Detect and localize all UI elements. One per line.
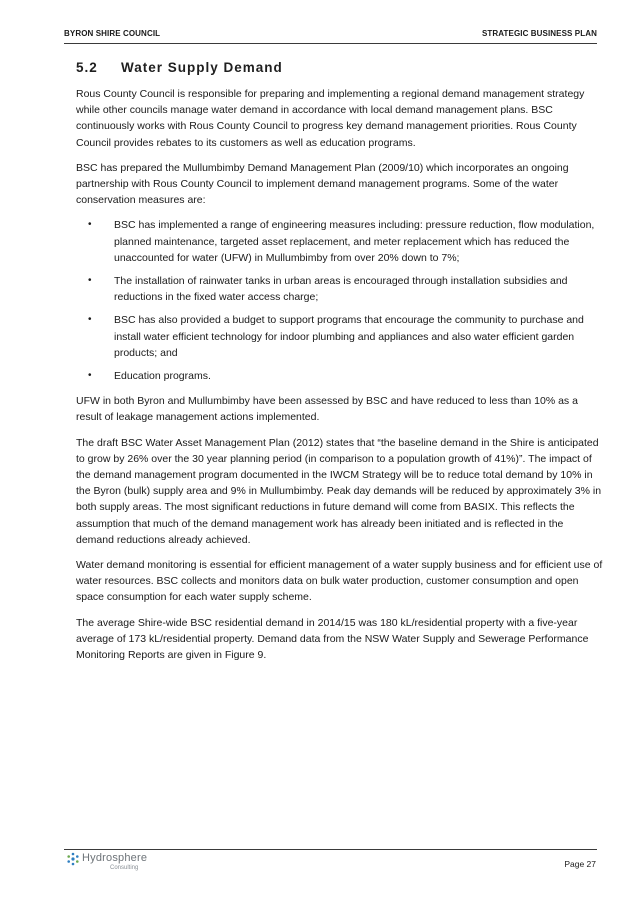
section-number: 5.2 [76, 60, 98, 75]
page-number: Page 27 [564, 859, 596, 869]
paragraph: The draft BSC Water Asset Management Plan (2012) states that “the baseline demand in the Shire is anticipated to grow by 26% over the 30 year planning period (in comparison to a population growth of 41%)”. The impact of the demand management program documented in the IWCM Strategy will be to reduce total demand by 10% in the Byron (bulk) supply area and 9% in Mullumbimby. Peak day demands will be reduced by approximately 3% in both supply areas. The most significant reductions in future demand will come from BASIX. This reflects the assumption that much of the demand management work has already been initiated and is reflected in the demand reductions already achieved. [76, 436, 602, 546]
list-item-text: Education programs. [114, 370, 211, 383]
list-item [76, 217, 604, 266]
bullet-icon: • [88, 275, 92, 287]
bullet-icon: • [88, 219, 92, 231]
page-header [64, 29, 597, 38]
header-organization: BYRON SHIRE COUNCIL [64, 29, 161, 38]
header-divider [64, 43, 597, 44]
header-document-title: STRATEGIC BUSINESS PLAN [481, 29, 597, 38]
paragraph: Rous County Council is responsible for preparing and implementing a regional demand management strategy while other councils manage water demand in accordance with local demand management plans. BSC continuously works with Rous County Council to progress key demand management priorities. Rous County Council provides rebates to its customers as well as education programs. [76, 88, 585, 149]
section-title: Water Supply Demand [121, 60, 283, 75]
list-item-text: BSC has also provided a budget to support programs that encourage the community to purchase and install water efficient technology for indoor plumbing and appliances and also water efficient garden products; and [114, 314, 584, 359]
bullet-icon: • [88, 370, 92, 382]
body-content [76, 86, 604, 672]
list-item-text: The installation of rainwater tanks in urban areas is encouraged through installation subsidies and reductions in the fixed water access charge; [114, 275, 568, 304]
paragraph: Water demand monitoring is essential for efficient management of a water supply business and for efficient use of water resources. BSC collects and monitors data on bulk water production, customer consumption and open space consumption for each water supply scheme. [76, 559, 603, 604]
conservation-measures-list [76, 217, 604, 384]
list-item [76, 312, 604, 361]
paragraph: UFW in both Byron and Mullumbimby have been assessed by BSC and have reduced to less than 10% as a result of leakage management actions implemented. [76, 395, 578, 424]
list-item-text: BSC has implemented a range of engineering measures including: pressure reduction, flow modulation, planned maintenance, targeted asset replacement, and meter replacement which has reduced the unaccounted for water (UFW) in Mullumbimby from over 20% down to 7%; [114, 219, 595, 264]
list-item [76, 368, 604, 384]
paragraph: The average Shire-wide BSC residential demand in 2014/15 was 180 kL/residential property with a five-year average of 173 kL/residential property. Demand data from the NSW Water Supply and Sewerage Performance Monitoring Reports are given in Figure 9. [76, 616, 589, 662]
section-heading [76, 60, 283, 75]
logo-subtitle: Consulting [110, 865, 139, 871]
logo-name: Hydrosphere [82, 852, 148, 864]
paragraph: BSC has prepared the Mullumbimby Demand Management Plan (2009/10) which incorporates an ongoing partnership with Rous County Council to implement demand management programs. Some of the water conservation measures are: [76, 161, 569, 207]
footer-divider [64, 849, 597, 850]
hydrosphere-logo [66, 852, 147, 872]
hydrosphere-logo-icon [66, 852, 80, 866]
bullet-icon: • [88, 314, 92, 326]
list-item [76, 273, 604, 305]
